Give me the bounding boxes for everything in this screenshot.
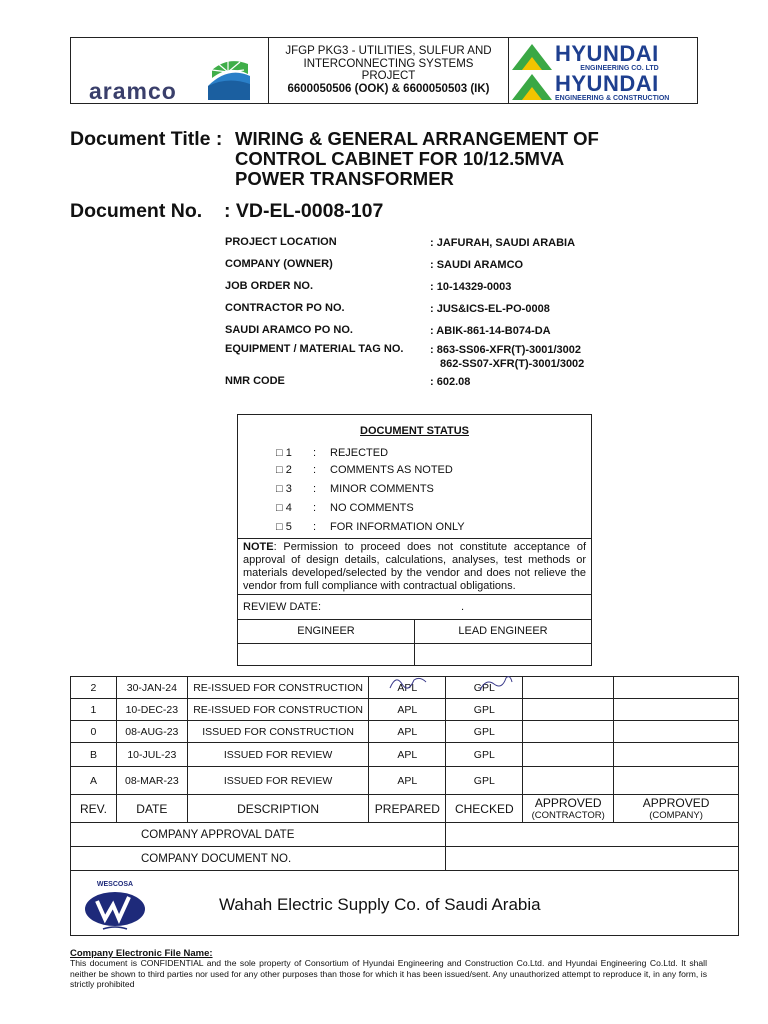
approved-company-cell <box>614 721 739 743</box>
hyundai-triangle-icon <box>512 74 552 100</box>
description-cell: RE-ISSUED FOR CONSTRUCTION <box>187 699 369 721</box>
engineer-signature <box>238 644 415 666</box>
review-date-row <box>238 595 591 620</box>
signature-header-row <box>238 620 591 644</box>
date-header: DATE <box>116 795 187 823</box>
file-name-label: Company Electronic File Name: <box>70 948 213 959</box>
vendor-box <box>70 870 739 936</box>
status-checkbox[interactable]: □ 2 <box>276 464 292 476</box>
company-approval-date-value <box>446 823 739 847</box>
status-checkbox[interactable]: □ 3 <box>276 483 292 495</box>
review-date-label: REVIEW DATE: <box>243 601 322 613</box>
rev-cell: 1 <box>71 699 117 721</box>
description-cell: RE-ISSUED FOR CONSTRUCTION <box>187 677 369 699</box>
table-row <box>71 699 739 721</box>
document-title-line: POWER TRANSFORMER <box>235 168 454 189</box>
prepared-header: PREPARED <box>369 795 446 823</box>
hyundai-logo-2 <box>509 71 670 103</box>
approved-sub: (CONTRACTOR) <box>531 810 605 821</box>
svg-text:WESCOSA: WESCOSA <box>96 881 134 888</box>
document-title-label: Document Title : <box>70 128 223 150</box>
approved-contractor-cell <box>523 743 614 767</box>
approved-sub: (COMPANY) <box>649 810 703 821</box>
aramco-logo-text: aramco <box>89 78 177 104</box>
date-cell: 08-MAR-23 <box>116 767 187 795</box>
checked-cell: GPL <box>446 743 523 767</box>
header-box <box>70 37 698 104</box>
prepared-cell: APL <box>369 699 446 721</box>
hyundai-triangle-icon <box>512 44 552 70</box>
info-value: 862-SS07-XFR(T)-3001/3002 <box>440 358 585 370</box>
checked-cell: GPL <box>446 721 523 743</box>
company-document-no-value <box>446 847 739 871</box>
approved-company-header <box>614 795 739 823</box>
status-option[interactable] <box>276 521 465 533</box>
info-value: : 602.08 <box>430 376 471 388</box>
signature-scribble-icon <box>380 670 520 698</box>
status-option[interactable] <box>276 447 388 459</box>
info-label: CONTRACTOR PO NO. <box>225 302 345 314</box>
status-option[interactable] <box>276 483 434 495</box>
info-value: : JUS&ICS-EL-PO-0008 <box>430 303 550 315</box>
status-option-label: NO COMMENTS <box>330 502 414 514</box>
project-cell <box>269 38 509 103</box>
rev-cell: B <box>71 743 117 767</box>
table-row <box>71 767 739 795</box>
description-header: DESCRIPTION <box>187 795 369 823</box>
hyundai-logo-1 <box>509 41 659 73</box>
status-colon: : <box>313 521 317 533</box>
document-title-line: WIRING & GENERAL ARRANGEMENT OF <box>235 128 599 149</box>
rev-cell: 0 <box>71 721 117 743</box>
approved-contractor-cell <box>523 721 614 743</box>
table-row <box>71 721 739 743</box>
document-status-box <box>237 414 592 666</box>
table-row <box>71 743 739 767</box>
hyundai-logo-cell <box>509 38 697 103</box>
note-text: : Permission to proceed does not constitute acceptance of approval of design details, calculations, analyses, test methods or materials developed/selected by the vendor and does not relieve the vendor from full compliance with contractual obligations. <box>243 541 586 592</box>
company-document-no-label: COMPANY DOCUMENT NO. <box>71 847 446 871</box>
status-option[interactable] <box>276 464 453 476</box>
approved-company-cell <box>614 767 739 795</box>
note-label: NOTE <box>243 541 274 553</box>
checked-cell: GPL <box>446 699 523 721</box>
info-label: SAUDI ARAMCO PO NO. <box>225 324 353 336</box>
status-option-label: REJECTED <box>330 447 389 459</box>
vendor-name: Wahah Electric Supply Co. of Saudi Arabia <box>219 895 541 914</box>
approved-label: APPROVED <box>534 796 602 810</box>
description-cell: ISSUED FOR REVIEW <box>187 767 369 795</box>
hyundai-subtitle: ENGINEERING & CONSTRUCTION <box>555 95 670 102</box>
status-checkbox[interactable]: □ 1 <box>276 447 292 459</box>
aramco-logo-cell <box>71 38 269 103</box>
info-value: : JAFURAH, SAUDI ARABIA <box>430 237 576 249</box>
date-cell: 10-DEC-23 <box>116 699 187 721</box>
project-line: INTERCONNECTING SYSTEMS <box>303 57 474 70</box>
rev-header: REV. <box>71 795 117 823</box>
company-approval-date-label: COMPANY APPROVAL DATE <box>71 823 446 847</box>
status-checkbox[interactable]: □ 5 <box>276 521 292 533</box>
info-label: EQUIPMENT / MATERIAL TAG NO. <box>225 343 404 355</box>
info-value: : 10-14329-0003 <box>430 281 512 293</box>
date-cell: 10-JUL-23 <box>116 743 187 767</box>
prepared-cell: APL <box>369 721 446 743</box>
status-note <box>238 538 591 595</box>
hyundai-wordmark: HYUNDAI <box>555 71 659 96</box>
info-value: : ABIK-861-14-B074-DA <box>430 325 551 337</box>
approved-contractor-cell <box>523 767 614 795</box>
info-label: JOB ORDER NO. <box>225 280 314 292</box>
project-po-numbers: 6600050506 (OOK) & 6600050503 (IK) <box>287 82 490 95</box>
status-option-label: FOR INFORMATION ONLY <box>330 521 465 533</box>
status-option-label: MINOR COMMENTS <box>330 483 434 495</box>
hyundai-wordmark: HYUNDAI <box>555 41 659 66</box>
document-status-title: DOCUMENT STATUS <box>360 425 469 437</box>
approved-contractor-cell <box>523 677 614 699</box>
rev-cell: A <box>71 767 117 795</box>
prepared-cell: APL <box>369 743 446 767</box>
info-label: NMR CODE <box>225 375 285 387</box>
aramco-star-icon <box>204 56 252 100</box>
prepared-cell: APL <box>369 767 446 795</box>
status-option-label: COMMENTS AS NOTED <box>330 464 453 476</box>
checked-header: CHECKED <box>446 795 523 823</box>
info-label: COMPANY (OWNER) <box>225 258 333 270</box>
table-header-row <box>71 795 739 823</box>
status-option[interactable] <box>276 502 414 514</box>
signature-row <box>238 644 591 666</box>
date-cell: 30-JAN-24 <box>116 677 187 699</box>
engineer-label: ENGINEER <box>238 620 415 643</box>
description-cell: ISSUED FOR CONSTRUCTION <box>187 721 369 743</box>
status-colon: : <box>313 502 317 514</box>
approved-contractor-header <box>523 795 614 823</box>
approved-label: APPROVED <box>642 796 710 810</box>
review-date-value: . <box>461 601 465 613</box>
company-approval-row <box>71 823 739 847</box>
lead-engineer-signature <box>415 644 591 666</box>
prepared-cell: APL <box>369 677 446 699</box>
info-value: : 863-SS06-XFR(T)-3001/3002 <box>430 344 582 356</box>
lead-engineer-label: LEAD ENGINEER <box>458 625 548 637</box>
status-colon: : <box>313 447 317 459</box>
project-line: PROJECT <box>361 70 416 82</box>
hyundai-subtitle: ENGINEERING CO. LTD <box>580 65 659 72</box>
status-colon: : <box>313 483 317 495</box>
approved-company-cell <box>614 699 739 721</box>
checked-cell: GPL <box>446 767 523 795</box>
approved-contractor-cell <box>523 699 614 721</box>
revision-table <box>70 676 739 871</box>
project-line: JFGP PKG3 - UTILITIES, SULFUR AND <box>285 45 492 57</box>
info-value: : SAUDI ARAMCO <box>430 259 524 271</box>
info-label: PROJECT LOCATION <box>225 236 337 248</box>
company-document-row <box>71 847 739 871</box>
date-cell: 08-AUG-23 <box>116 721 187 743</box>
approved-company-cell <box>614 743 739 767</box>
approved-company-cell <box>614 677 739 699</box>
status-colon: : <box>313 464 317 476</box>
status-checkbox[interactable]: □ 4 <box>276 502 292 514</box>
confidential-notice: This document is CONFIDENTIAL and the sole property of Consortium of Hyundai Engineering and Construction Co.Ltd. and Hyundai Engineering Co.Ltd. It shall neither be shown to third parties nor used for any other purposes than those for which it has been issued/sent. Any unauthorized attempt to reproduce it, in any form, is strictly prohibited <box>70 958 707 989</box>
rev-cell: 2 <box>71 677 117 699</box>
document-no-value: : VD-EL-0008-107 <box>224 200 384 222</box>
document-title-line: CONTROL CABINET FOR 10/12.5MVA <box>235 148 565 169</box>
document-no-label: Document No. <box>70 200 203 222</box>
description-cell: ISSUED FOR REVIEW <box>187 743 369 767</box>
wescosa-logo <box>83 877 147 933</box>
checked-cell: GPL <box>446 677 523 699</box>
